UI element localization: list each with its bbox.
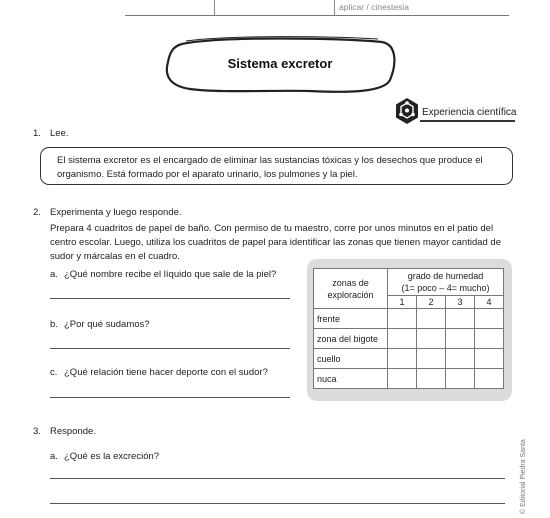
badge-underline xyxy=(420,120,515,122)
header-rule-right xyxy=(334,15,509,16)
header-divider-2 xyxy=(334,0,335,16)
section3-heading: Responde. xyxy=(50,426,96,437)
table-cell[interactable] xyxy=(388,309,417,329)
top-header-strip xyxy=(0,0,550,16)
table-cell[interactable] xyxy=(475,309,504,329)
instructions-line-3: sudor y márcalas en el cuadro. xyxy=(50,251,180,262)
humidity-header-line-1: grado de humedad xyxy=(407,271,484,281)
zones-header-line-2: exploración xyxy=(327,289,374,300)
humidity-header-line-2: (1= poco – 4= mucho) xyxy=(401,283,490,293)
zone-label-cuello: cuello xyxy=(314,349,388,369)
copyright-vertical xyxy=(520,418,532,514)
table-cell[interactable] xyxy=(417,369,446,389)
question-2a-letter: a. xyxy=(50,269,58,280)
section3-number: 3. xyxy=(33,426,41,437)
copyright-text: © Editorial Piedra Santa xyxy=(520,439,527,514)
table-cell[interactable] xyxy=(475,369,504,389)
info-line-1: El sistema excretor es el encargado de eliminar las sustancias tóxicas y los desechos que produce el xyxy=(57,155,483,166)
zone-label-frente: frente xyxy=(314,309,388,329)
section1-heading: Lee. xyxy=(50,128,69,139)
table-row xyxy=(314,349,504,369)
table-cell[interactable] xyxy=(446,329,475,349)
info-line-2: organismo. Está formado por el aparato urinario, los pulmones y la piel. xyxy=(57,169,358,180)
answer-line-3a-2[interactable] xyxy=(50,503,505,504)
info-paragraph xyxy=(57,154,497,182)
answer-line-2c[interactable] xyxy=(50,397,290,398)
zones-header-line-1: zonas de xyxy=(332,277,369,288)
table-cell[interactable] xyxy=(417,309,446,329)
table-row xyxy=(314,369,504,389)
instructions-line-2: centro escolar. Luego, utiliza los cuadritos de papel para identificar las zonas que tienen mayor cantidad de xyxy=(50,237,501,248)
level-4-header: 4 xyxy=(475,296,504,309)
section2-instructions xyxy=(50,222,520,264)
answer-line-2b[interactable] xyxy=(50,348,290,349)
question-2c-text: ¿Qué relación tiene hacer deporte con el sudor? xyxy=(64,367,268,378)
question-2a-text: ¿Qué nombre recibe el líquido que sale de la piel? xyxy=(64,269,277,280)
table-cell[interactable] xyxy=(388,329,417,349)
answer-line-3a-1[interactable] xyxy=(50,478,505,479)
header-partial-text: aplicar / cinestesia xyxy=(339,2,409,12)
zones-header xyxy=(314,269,388,309)
table-cell[interactable] xyxy=(475,349,504,369)
table-row xyxy=(314,329,504,349)
section2-number: 2. xyxy=(33,207,41,218)
section1-number: 1. xyxy=(33,128,41,139)
question-2b-text: ¿Por qué sudamos? xyxy=(64,319,150,330)
question-2b-letter: b. xyxy=(50,319,58,330)
answer-line-2a[interactable] xyxy=(50,298,290,299)
header-rule-middle xyxy=(214,15,334,16)
question-2c-letter: c. xyxy=(50,367,58,378)
level-3-header: 3 xyxy=(446,296,475,309)
table-cell[interactable] xyxy=(388,369,417,389)
experiencia-cientifica-label: Experiencia científica xyxy=(422,107,517,118)
table-cell[interactable] xyxy=(417,349,446,369)
table-cell[interactable] xyxy=(475,329,504,349)
humidity-header xyxy=(388,269,504,296)
zone-label-bigote: zona del bigote xyxy=(314,329,388,349)
table-cell[interactable] xyxy=(446,369,475,389)
question-3a-letter: a. xyxy=(50,451,58,462)
header-divider-1 xyxy=(214,0,215,16)
zone-label-nuca: nuca xyxy=(314,369,388,389)
page-title: Sistema excretor xyxy=(227,56,333,71)
instructions-line-1: Prepara 4 cuadritos de papel de baño. Con permiso de tu maestro, corre por unos minutos en el patio del xyxy=(50,223,494,234)
header-rule-left xyxy=(125,15,215,16)
humidity-table xyxy=(313,268,504,389)
molecule-icon xyxy=(393,97,421,125)
question-3a-text: ¿Qué es la excreción? xyxy=(64,451,160,462)
table-cell[interactable] xyxy=(388,349,417,369)
level-1-header: 1 xyxy=(388,296,417,309)
table-cell[interactable] xyxy=(417,329,446,349)
level-2-header: 2 xyxy=(417,296,446,309)
table-cell[interactable] xyxy=(446,349,475,369)
table-row xyxy=(314,309,504,329)
section2-heading: Experimenta y luego responde. xyxy=(50,207,182,218)
table-cell[interactable] xyxy=(446,309,475,329)
